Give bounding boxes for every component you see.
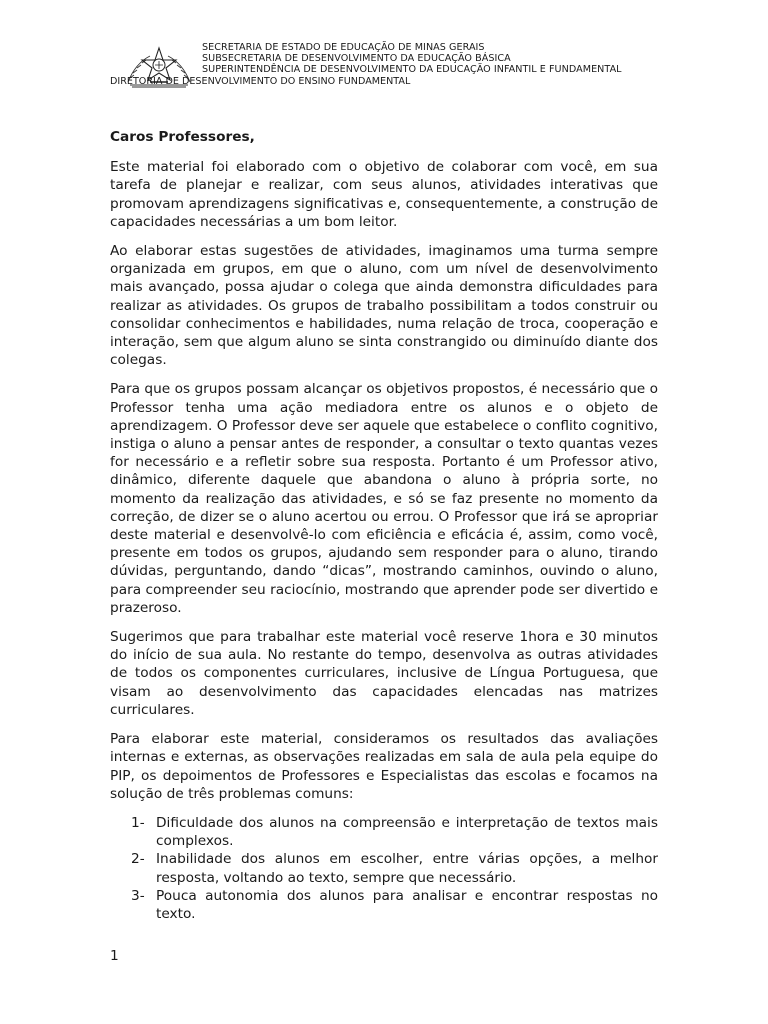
letterhead-line-superintendencia: SUPERINTENDÊNCIA DE DESENVOLVIMENTO DA EDUCAÇÃO INFANTIL E FUNDAMENTAL — [202, 64, 622, 75]
list-item — [110, 814, 658, 850]
problem-list — [110, 814, 658, 923]
paragraph: Sugerimos que para trabalhar este material você reserve 1hora e 30 minutos do início de sua aula. No restante do tempo, desenvolva as outras atividades de todos os componentes curriculares, inclusive de Língua Portuguesa, que visam ao desenvolvimento das capacidades elencadas nas matrizes curriculares. — [110, 629, 658, 718]
letterhead-line-diretoria: DIRETORIA DE DESENVOLVIMENTO DO ENSINO FUNDAMENTAL — [110, 76, 411, 87]
letter-body — [110, 128, 658, 923]
greeting: Caros Professores, — [110, 129, 255, 145]
list-item-number: 1- — [131, 814, 145, 831]
list-item-text: Inabilidade dos alunos em escolher, entre várias opções, a melhor resposta, voltando ao texto, sempre que necessário. — [156, 851, 658, 886]
paragraph: Este material foi elaborado com o objetivo de colaborar com você, em sua tarefa de planejar e realizar, com seus alunos, atividades interativas que promovam aprendizagens significativas e, consequentemente, a construção de capacidades necessárias a um bom leitor. — [110, 159, 658, 230]
paragraph: Para elaborar este material, consideramos os resultados das avaliações internas e externas, as observações realizadas em sala de aula pela equipe do PIP, os depoimentos de Professores e Especialistas das escolas e focamos na solução de três problemas comuns: — [110, 731, 658, 802]
paragraph: Para que os grupos possam alcançar os objetivos propostos, é necessário que o Professor tenha uma ação mediadora entre os alunos e o objeto de aprendizagem. O Professor deve ser aquele que estabelece o conflito cognitivo, instiga o aluno a pensar antes de responder, a consultar o texto quantas vezes for necessário e a refletir sobre sua resposta. Portanto é um Professor ativo, dinâmico, diferente daquele que abandona o aluno à própria sorte, no momento da realização das atividades, e só se faz presente no momento da correção, de dizer se o aluno acertou ou errou. O Professor que irá se apropriar deste material e desenvolvê-lo com eficiência e eficácia é, assim, como você, presente em todos os grupos, ajudando sem responder para o aluno, tirando dúvidas, perguntando, dando “dicas”, mostrando caminhos, ouvindo o aluno, para compreender seu raciocínio, mostrando que aprender pode ser divertido e prazeroso. — [110, 381, 658, 616]
list-item — [110, 850, 658, 886]
list-item-number: 2- — [131, 851, 145, 868]
letterhead — [110, 40, 670, 90]
list-item — [110, 887, 658, 923]
letterhead-line-subsecretaria: SUBSECRETARIA DE DESENVOLVIMENTO DA EDUCAÇÃO BÁSICA — [202, 53, 511, 64]
letterhead-lines — [202, 42, 622, 75]
paragraph: Ao elaborar estas sugestões de atividades, imaginamos uma turma sempre organizada em grupos, em que o aluno, com um nível de desenvolvimento mais avançado, possa ajudar o colega que ainda demonstra dificuldades para realizar as atividades. Os grupos de trabalho possibilitam a todos construir ou consolidar conhecimentos e habilidades, numa relação de troca, cooperação e interação, sem que algum aluno se sinta constrangido ou diminuído diante dos colegas. — [110, 243, 658, 369]
list-item-number: 3- — [131, 887, 145, 904]
page-number: 1 — [110, 948, 119, 964]
list-item-text: Dificuldade dos alunos na compreensão e interpretação de textos mais complexos. — [156, 814, 658, 850]
list-item-text: Pouca autonomia dos alunos para analisar e encontrar respostas no texto. — [156, 887, 658, 922]
letterhead-line-secretaria: SECRETARIA DE ESTADO DE EDUCAÇÃO DE MINAS GERAIS — [202, 42, 485, 53]
